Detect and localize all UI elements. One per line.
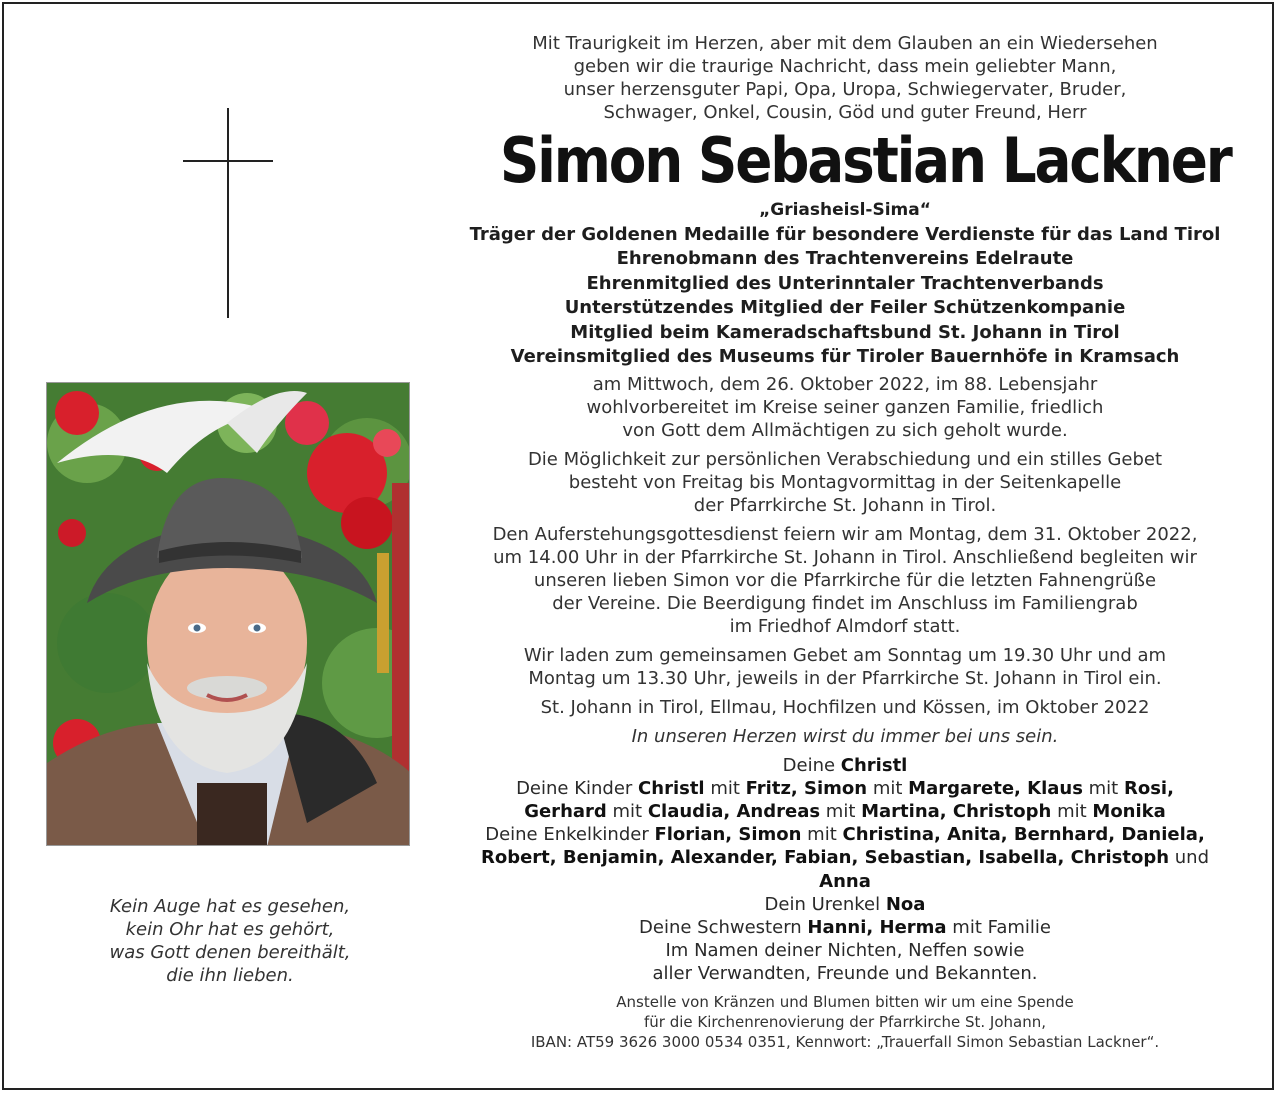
- honor-line: Mitglied beim Kameradschaftsbund St. Johann in Tirol: [570, 321, 1120, 343]
- honors-list: [455, 198, 1235, 370]
- intro-paragraph: [455, 32, 1235, 124]
- verse-line: was Gott denen bereithält,: [109, 942, 351, 963]
- farewell-line: der Pfarrkirche St. Johann in Tirol.: [693, 494, 997, 516]
- name-bold: Christl: [638, 777, 705, 799]
- great-grandchild-line: [455, 893, 1235, 916]
- verse-line: Kein Auge hat es gesehen,: [109, 896, 351, 917]
- wife-line: [455, 754, 1235, 777]
- text-segment: mit: [606, 800, 648, 822]
- donation-line: für die Kirchenrenovierung der Pfarrkirche St. Johann,: [644, 1012, 1046, 1031]
- closing-line: aller Verwandten, Freunde und Bekannten.: [652, 963, 1038, 985]
- honor-line: Träger der Goldenen Medaille für besondere Verdienste für das Land Tirol: [469, 223, 1221, 245]
- intro-line: Mit Traurigkeit im Herzen, aber mit dem Glauben an ein Wiedersehen: [532, 33, 1158, 54]
- service-line: unseren lieben Simon vor die Pfarrkirche für die letzten Fahnengrüße: [533, 569, 1157, 591]
- children-line: [455, 800, 1235, 823]
- name-bold: Fritz, Simon: [745, 777, 868, 799]
- grandchildren-line: [455, 846, 1235, 892]
- name-bold: Monika: [1092, 800, 1166, 822]
- name-bold: Gerhard: [524, 800, 607, 822]
- name-bold: Claudia, Andreas: [647, 800, 821, 822]
- honor-line: Vereinsmitglied des Museums für Tiroler Bauernhöfe in Kramsach: [510, 346, 1180, 367]
- service-line: um 14.00 Uhr in der Pfarrkirche St. Johann in Tirol. Anschließend begleiten wir: [493, 546, 1197, 568]
- text-segment: Dein Urenkel: [764, 893, 886, 915]
- portrait-photo: [46, 382, 410, 846]
- name-bold: Christina, Anita, Bernhard, Daniela,: [842, 824, 1205, 846]
- farewell-paragraph: [455, 448, 1235, 517]
- intro-line: Schwager, Onkel, Cousin, Göd und guter Freund, Herr: [603, 102, 1087, 123]
- name-bold: Martina, Christoph: [861, 800, 1052, 822]
- motto: In unseren Herzen wirst du immer bei uns sein.: [631, 725, 1059, 747]
- text-segment: Deine Schwestern: [639, 916, 808, 938]
- name-bold: Hanni, Herma: [807, 916, 947, 938]
- death-paragraph: [455, 373, 1235, 442]
- text-segment: Deine Kinder: [516, 777, 639, 799]
- bible-verse: [60, 895, 400, 987]
- text-segment: Deine Enkelkinder: [485, 824, 655, 846]
- death-line: wohlvorbereitet im Kreise seiner ganzen Familie, friedlich: [586, 396, 1104, 418]
- donation-line: Anstelle von Kränzen und Blumen bitten wir um eine Spende: [616, 992, 1074, 1011]
- death-line: am Mittwoch, dem 26. Oktober 2022, im 88. Lebensjahr: [592, 373, 1098, 395]
- name-bold: Florian, Simon: [654, 824, 802, 846]
- honor-line: Unterstützendes Mitglied der Feiler Schützenkompanie: [564, 297, 1126, 318]
- sisters-line: [455, 916, 1235, 939]
- name-bold: Rosi,: [1123, 777, 1174, 799]
- place-date: St. Johann in Tirol, Ellmau, Hochfilzen und Kössen, im Oktober 2022: [540, 696, 1150, 718]
- name-bold: Margarete, Klaus: [908, 777, 1083, 799]
- closing-line: Im Namen deiner Nichten, Neffen sowie: [665, 940, 1025, 962]
- text-segment: mit: [704, 777, 746, 799]
- prayer-line: Wir laden zum gemeinsamen Gebet am Sonntag um 19.30 Uhr und am: [523, 644, 1167, 666]
- wife-name: Christl: [840, 754, 908, 776]
- service-line: Den Auferstehungsgottesdienst feiern wir am Montag, dem 31. Oktober 2022,: [492, 523, 1198, 545]
- name-bold: Anna: [819, 870, 871, 892]
- name-bold: Robert, Benjamin, Alexander, Fabian, Sebastian, Isabella, Christoph: [480, 847, 1170, 869]
- text-segment: mit: [820, 800, 862, 822]
- death-line: von Gott dem Allmächtigen zu sich geholt wurde.: [622, 419, 1068, 441]
- deceased-name: Simon Sebastian Lackner: [499, 124, 1231, 197]
- farewell-line: Die Möglichkeit zur persönlichen Verabschiedung und ein stilles Gebet: [527, 448, 1163, 470]
- donation-line: IBAN: AT59 3626 3000 0534 0351, Kennwort: „Trauerfall Simon Sebastian Lackner“.: [530, 1032, 1160, 1051]
- family-list: [455, 754, 1235, 986]
- children-line: [455, 777, 1235, 800]
- service-line: im Friedhof Almdorf statt.: [729, 615, 961, 637]
- text-segment: und: [1169, 847, 1210, 869]
- prayer-paragraph: [455, 644, 1235, 690]
- farewell-line: besteht von Freitag bis Montagvormittag in der Seitenkapelle: [568, 471, 1122, 493]
- text-segment: mit Familie: [946, 916, 1051, 938]
- donation-request: [455, 992, 1235, 1052]
- wife-prefix: Deine: [782, 754, 841, 776]
- nickname: „Griasheisl-Sima“: [759, 200, 931, 220]
- name-bold: Noa: [885, 893, 926, 915]
- honor-line: Ehrenobmann des Trachtenvereins Edelraute: [616, 248, 1074, 269]
- verse-line: die ihn lieben.: [166, 965, 294, 986]
- text-segment: mit: [1051, 800, 1093, 822]
- prayer-line: Montag um 13.30 Uhr, jeweils in der Pfarrkirche St. Johann in Tirol ein.: [528, 667, 1162, 689]
- text-segment: mit: [867, 777, 909, 799]
- service-paragraph: [455, 523, 1235, 638]
- grandchildren-line: [455, 823, 1235, 846]
- service-line: der Vereine. Die Beerdigung findet im Anschluss im Familiengrab: [552, 592, 1138, 614]
- intro-line: geben wir die traurige Nachricht, dass mein geliebter Mann,: [573, 56, 1117, 77]
- honor-line: Ehrenmitglied des Unterinntaler Trachtenverbands: [586, 272, 1104, 294]
- verse-line: kein Ohr hat es gehört,: [125, 919, 335, 940]
- intro-line: unser herzensguter Papi, Opa, Uropa, Schwiegervater, Bruder,: [563, 79, 1127, 100]
- notice-text: [455, 32, 1235, 1052]
- text-segment: mit: [1082, 777, 1124, 799]
- text-segment: mit: [801, 824, 843, 846]
